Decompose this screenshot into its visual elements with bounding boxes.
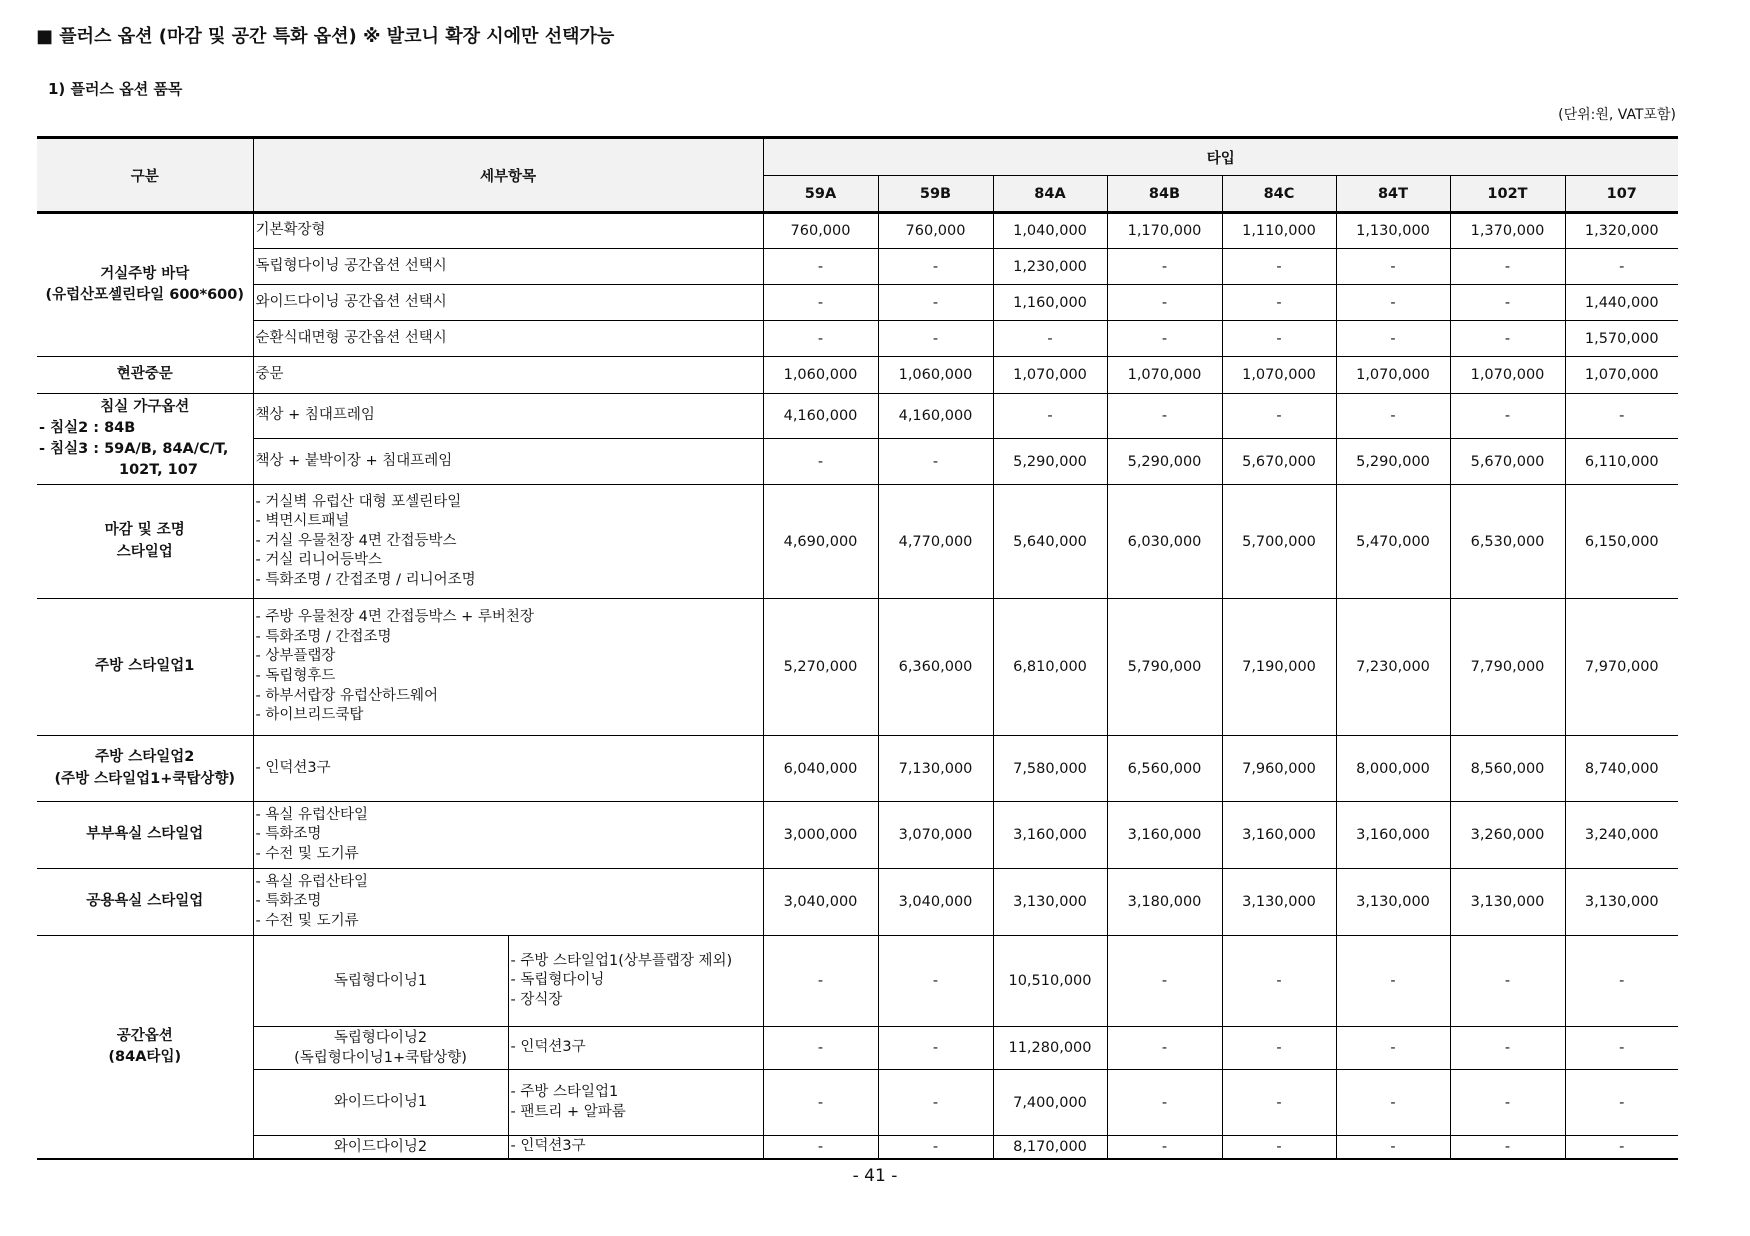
category-common-bath: 공용욕실 스타일업 bbox=[37, 869, 253, 936]
sub-item-cell bbox=[253, 1070, 508, 1136]
detail-line: - 인덕션3구 bbox=[255, 759, 331, 776]
price-cell: - bbox=[993, 394, 1107, 439]
table-row bbox=[37, 321, 1678, 357]
category-label-line: - 침실2 : 84B bbox=[39, 419, 136, 436]
price-cell: 7,790,000 bbox=[1450, 599, 1565, 736]
price-cell: 3,130,000 bbox=[1222, 869, 1336, 936]
header-detail: 세부항목 bbox=[253, 138, 763, 213]
price-cell: 5,470,000 bbox=[1336, 485, 1450, 599]
category-label-line: 거실주방 바닥 bbox=[100, 265, 190, 282]
price-cell: 5,290,000 bbox=[993, 439, 1107, 485]
price-cell: 11,280,000 bbox=[993, 1027, 1107, 1070]
price-cell: 3,240,000 bbox=[1565, 802, 1678, 869]
sub-item-line: 독립형다이닝1 bbox=[333, 972, 428, 989]
price-cell: - bbox=[1565, 249, 1678, 285]
price-cell: 7,970,000 bbox=[1565, 599, 1678, 736]
detail-cell bbox=[508, 1070, 763, 1136]
price-cell: - bbox=[878, 249, 993, 285]
detail-cell: 중문 bbox=[253, 357, 763, 394]
detail-line: - 장식장 bbox=[510, 991, 563, 1008]
detail-line: - 주방 우물천장 4면 간접등박스 + 루버천장 bbox=[255, 609, 534, 626]
price-cell: 1,060,000 bbox=[763, 357, 878, 394]
table-row bbox=[37, 1136, 1678, 1159]
price-cell: 4,160,000 bbox=[763, 394, 878, 439]
price-cell: - bbox=[1222, 1136, 1336, 1159]
table-row bbox=[37, 357, 1678, 394]
price-cell: 4,690,000 bbox=[763, 485, 878, 599]
detail-line: - 수전 및 도기류 bbox=[255, 912, 359, 929]
price-cell: - bbox=[1107, 249, 1222, 285]
category-label-line: 침실 가구옵션 bbox=[100, 398, 190, 415]
header-category: 구분 bbox=[37, 138, 253, 213]
price-cell: - bbox=[1336, 1070, 1450, 1136]
price-cell: 1,320,000 bbox=[1565, 213, 1678, 249]
price-cell: 8,740,000 bbox=[1565, 736, 1678, 802]
detail-line: - 특화조명 / 간접조명 bbox=[255, 628, 392, 645]
sub-item-cell bbox=[253, 1027, 508, 1070]
detail-line: - 상부플랩장 bbox=[255, 648, 336, 665]
price-cell: - bbox=[1450, 936, 1565, 1027]
page-number: - 41 - bbox=[852, 1166, 898, 1186]
table-row bbox=[37, 869, 1678, 936]
detail-line: - 팬트리 + 알파룸 bbox=[510, 1103, 626, 1120]
sub-item-line: (독립형다이닝1+쿡탑상향) bbox=[294, 1050, 467, 1066]
header-type: 84B bbox=[1107, 176, 1222, 213]
price-cell: 6,150,000 bbox=[1565, 485, 1678, 599]
price-cell: 7,230,000 bbox=[1336, 599, 1450, 736]
price-cell: 5,670,000 bbox=[1222, 439, 1336, 485]
category-floor bbox=[37, 213, 253, 357]
price-cell: 3,160,000 bbox=[1107, 802, 1222, 869]
price-cell: - bbox=[763, 321, 878, 357]
price-cell: - bbox=[1336, 285, 1450, 321]
price-cell: - bbox=[1107, 1136, 1222, 1159]
sub-heading: 1) 플러스 옵션 품목 bbox=[48, 80, 183, 98]
price-cell: 1,160,000 bbox=[993, 285, 1107, 321]
header-type: 102T bbox=[1450, 176, 1565, 213]
price-cell: 3,130,000 bbox=[1450, 869, 1565, 936]
price-cell: - bbox=[1222, 1027, 1336, 1070]
price-cell: 8,170,000 bbox=[993, 1136, 1107, 1159]
price-cell: - bbox=[1565, 1027, 1678, 1070]
price-cell: - bbox=[1107, 394, 1222, 439]
detail-line: - 욕실 유럽산타일 bbox=[255, 806, 368, 823]
price-cell: 6,530,000 bbox=[1450, 485, 1565, 599]
table-row bbox=[37, 1070, 1678, 1136]
category-bedroom bbox=[37, 394, 253, 485]
price-cell: 3,130,000 bbox=[993, 869, 1107, 936]
category-label-line: (주방 스타일업1+쿡탑상향) bbox=[54, 770, 236, 787]
category-finish bbox=[37, 485, 253, 599]
price-cell: - bbox=[1222, 936, 1336, 1027]
detail-line: - 거실 우물천장 4면 간접등박스 bbox=[255, 532, 457, 549]
detail-line: - 하부서랍장 유럽산하드웨어 bbox=[255, 687, 439, 704]
price-cell: 6,040,000 bbox=[763, 736, 878, 802]
category-space bbox=[37, 936, 253, 1159]
price-cell: - bbox=[878, 1070, 993, 1136]
price-cell: 5,270,000 bbox=[763, 599, 878, 736]
detail-line: - 특화조명 bbox=[255, 893, 322, 910]
price-cell: 3,130,000 bbox=[1336, 869, 1450, 936]
price-cell: - bbox=[878, 936, 993, 1027]
detail-line: - 인덕션3구 bbox=[510, 1137, 586, 1154]
price-cell: - bbox=[763, 285, 878, 321]
price-cell: - bbox=[1450, 285, 1565, 321]
table-row bbox=[37, 249, 1678, 285]
price-cell: 7,130,000 bbox=[878, 736, 993, 802]
detail-line: - 주방 스타일업1(상부플랩장 제외) bbox=[510, 952, 733, 969]
table-row bbox=[37, 485, 1678, 599]
price-cell: - bbox=[1222, 285, 1336, 321]
price-cell: - bbox=[1336, 1136, 1450, 1159]
price-cell: 760,000 bbox=[763, 213, 878, 249]
price-cell: 4,160,000 bbox=[878, 394, 993, 439]
detail-line: - 거실 리니어등박스 bbox=[255, 552, 383, 569]
category-kitchen-1: 주방 스타일업1 bbox=[37, 599, 253, 736]
price-cell: - bbox=[878, 439, 993, 485]
price-cell: - bbox=[1450, 1070, 1565, 1136]
price-cell: 5,290,000 bbox=[1107, 439, 1222, 485]
category-label-line: 스타일업 bbox=[116, 543, 173, 560]
price-cell: - bbox=[1565, 936, 1678, 1027]
price-cell: - bbox=[1565, 1070, 1678, 1136]
price-cell: 1,570,000 bbox=[1565, 321, 1678, 357]
price-cell: 1,060,000 bbox=[878, 357, 993, 394]
price-cell: 3,180,000 bbox=[1107, 869, 1222, 936]
header-type-group: 타입 bbox=[763, 138, 1678, 176]
price-cell: - bbox=[1336, 394, 1450, 439]
price-cell: 5,700,000 bbox=[1222, 485, 1336, 599]
price-cell: 6,110,000 bbox=[1565, 439, 1678, 485]
price-cell: 3,260,000 bbox=[1450, 802, 1565, 869]
price-cell: 3,040,000 bbox=[763, 869, 878, 936]
category-label-line: 102T, 107 bbox=[119, 462, 198, 479]
price-cell: 5,790,000 bbox=[1107, 599, 1222, 736]
price-cell: - bbox=[1107, 1070, 1222, 1136]
price-cell: 4,770,000 bbox=[878, 485, 993, 599]
price-cell: - bbox=[763, 1027, 878, 1070]
table-row bbox=[37, 936, 1678, 1027]
price-cell: - bbox=[1222, 249, 1336, 285]
header-type: 59B bbox=[878, 176, 993, 213]
price-cell: - bbox=[763, 249, 878, 285]
unit-note: (단위:원, VAT포함) bbox=[1558, 107, 1676, 123]
detail-cell: 순환식대면형 공간옵션 선택시 bbox=[253, 321, 763, 357]
price-cell: - bbox=[1450, 1136, 1565, 1159]
table-row bbox=[37, 599, 1678, 736]
detail-cell bbox=[508, 1027, 763, 1070]
price-cell: - bbox=[1565, 1136, 1678, 1159]
price-cell: - bbox=[878, 1027, 993, 1070]
price-cell: 7,190,000 bbox=[1222, 599, 1336, 736]
price-cell: 1,070,000 bbox=[1107, 357, 1222, 394]
detail-line: - 욕실 유럽산타일 bbox=[255, 873, 368, 890]
price-cell: - bbox=[1450, 1027, 1565, 1070]
table-row bbox=[37, 213, 1678, 249]
sub-item-line: 와이드다이닝1 bbox=[333, 1094, 428, 1111]
table-row bbox=[37, 802, 1678, 869]
price-cell: - bbox=[1336, 1027, 1450, 1070]
price-cell: 1,130,000 bbox=[1336, 213, 1450, 249]
table-row bbox=[37, 1027, 1678, 1070]
detail-cell: 독립형다이닝 공간옵션 선택시 bbox=[253, 249, 763, 285]
detail-line: - 벽면시트패널 bbox=[255, 513, 350, 530]
category-kitchen-2 bbox=[37, 736, 253, 802]
section-heading: ■ 플러스 옵션 (마감 및 공간 특화 옵션) ※ 발코니 확장 시에만 선택가능 bbox=[36, 26, 615, 47]
price-cell: 7,960,000 bbox=[1222, 736, 1336, 802]
category-label-line: (84A타입) bbox=[108, 1048, 182, 1065]
price-cell: - bbox=[878, 321, 993, 357]
detail-cell bbox=[253, 485, 763, 599]
detail-cell bbox=[253, 736, 763, 802]
price-cell: 5,290,000 bbox=[1336, 439, 1450, 485]
price-cell: 3,160,000 bbox=[1336, 802, 1450, 869]
detail-cell: 와이드다이닝 공간옵션 선택시 bbox=[253, 285, 763, 321]
sub-item-cell bbox=[253, 1136, 508, 1159]
price-cell: - bbox=[1450, 321, 1565, 357]
price-cell: 6,810,000 bbox=[993, 599, 1107, 736]
price-cell: 10,510,000 bbox=[993, 936, 1107, 1027]
price-cell: - bbox=[878, 285, 993, 321]
price-cell: 1,070,000 bbox=[993, 357, 1107, 394]
price-cell: 8,560,000 bbox=[1450, 736, 1565, 802]
price-cell: - bbox=[763, 1070, 878, 1136]
detail-line: - 특화조명 bbox=[255, 826, 322, 843]
price-cell: 3,070,000 bbox=[878, 802, 993, 869]
category-label-line: 공간옵션 bbox=[116, 1027, 173, 1044]
price-cell: 1,040,000 bbox=[993, 213, 1107, 249]
detail-cell bbox=[253, 599, 763, 736]
price-cell: - bbox=[1107, 936, 1222, 1027]
header-type: 107 bbox=[1565, 176, 1678, 213]
category-master-bath: 부부욕실 스타일업 bbox=[37, 802, 253, 869]
price-cell: - bbox=[1107, 321, 1222, 357]
detail-line: - 주방 스타일업1 bbox=[510, 1083, 619, 1100]
price-cell: 1,170,000 bbox=[1107, 213, 1222, 249]
category-label-line: - 침실3 : 59A/B, 84A/C/T, bbox=[39, 441, 229, 457]
price-cell: 1,370,000 bbox=[1450, 213, 1565, 249]
category-door: 현관중문 bbox=[37, 357, 253, 394]
detail-cell bbox=[508, 1136, 763, 1159]
price-cell: 6,030,000 bbox=[1107, 485, 1222, 599]
price-cell: 1,070,000 bbox=[1222, 357, 1336, 394]
price-cell: 1,440,000 bbox=[1565, 285, 1678, 321]
table-row bbox=[37, 736, 1678, 802]
detail-line: - 특화조명 / 간접조명 / 리니어조명 bbox=[255, 571, 476, 588]
header-row-1 bbox=[37, 138, 1678, 176]
price-cell: - bbox=[1107, 285, 1222, 321]
price-cell: - bbox=[1222, 1070, 1336, 1136]
price-cell: 3,000,000 bbox=[763, 802, 878, 869]
price-cell: 8,000,000 bbox=[1336, 736, 1450, 802]
price-cell: 1,070,000 bbox=[1565, 357, 1678, 394]
detail-line: - 하이브리드쿡탑 bbox=[255, 707, 364, 724]
price-cell: - bbox=[763, 439, 878, 485]
detail-cell bbox=[508, 936, 763, 1027]
price-cell: - bbox=[763, 1136, 878, 1159]
detail-line: - 독립형다이닝 bbox=[510, 972, 605, 989]
price-cell: 3,040,000 bbox=[878, 869, 993, 936]
price-cell: - bbox=[1336, 321, 1450, 357]
table-row bbox=[37, 394, 1678, 439]
table-row bbox=[37, 439, 1678, 485]
price-cell: 1,110,000 bbox=[1222, 213, 1336, 249]
price-cell: 3,160,000 bbox=[993, 802, 1107, 869]
category-label-line: 주방 스타일업2 bbox=[95, 749, 195, 766]
plus-option-table bbox=[37, 136, 1678, 1160]
detail-line: - 독립형후드 bbox=[255, 668, 336, 684]
price-cell: 6,560,000 bbox=[1107, 736, 1222, 802]
detail-line: - 거실벽 유럽산 대형 포셀린타일 bbox=[255, 493, 462, 510]
price-cell: - bbox=[1222, 394, 1336, 439]
price-cell: - bbox=[1450, 394, 1565, 439]
price-cell: 760,000 bbox=[878, 213, 993, 249]
detail-line: - 수전 및 도기류 bbox=[255, 845, 359, 862]
table-row bbox=[37, 285, 1678, 321]
header-type: 84A bbox=[993, 176, 1107, 213]
header-type: 84C bbox=[1222, 176, 1336, 213]
price-cell: 5,640,000 bbox=[993, 485, 1107, 599]
detail-cell: 책상 + 침대프레임 bbox=[253, 394, 763, 439]
sub-item-line: 와이드다이닝2 bbox=[333, 1138, 428, 1155]
price-cell: 6,360,000 bbox=[878, 599, 993, 736]
detail-cell: 책상 + 붙박이장 + 침대프레임 bbox=[253, 439, 763, 485]
detail-cell bbox=[253, 802, 763, 869]
price-cell: 5,670,000 bbox=[1450, 439, 1565, 485]
price-cell: 1,070,000 bbox=[1336, 357, 1450, 394]
price-cell: - bbox=[1336, 936, 1450, 1027]
price-cell: - bbox=[1336, 249, 1450, 285]
price-cell: - bbox=[878, 1136, 993, 1159]
sub-item-cell bbox=[253, 936, 508, 1027]
category-label-line: (유럽산포셀린타일 600*600) bbox=[45, 287, 244, 303]
sub-item-line: 독립형다이닝2 bbox=[333, 1029, 428, 1046]
detail-line: - 인덕션3구 bbox=[510, 1039, 586, 1056]
category-label-line: 마감 및 조명 bbox=[104, 522, 185, 539]
price-cell: 7,580,000 bbox=[993, 736, 1107, 802]
detail-cell bbox=[253, 869, 763, 936]
header-type: 84T bbox=[1336, 176, 1450, 213]
price-cell: 3,160,000 bbox=[1222, 802, 1336, 869]
price-cell: - bbox=[763, 936, 878, 1027]
price-cell: 1,230,000 bbox=[993, 249, 1107, 285]
price-cell: 7,400,000 bbox=[993, 1070, 1107, 1136]
price-cell: - bbox=[1450, 249, 1565, 285]
price-cell: - bbox=[1222, 321, 1336, 357]
price-cell: - bbox=[1107, 1027, 1222, 1070]
price-cell: - bbox=[1565, 394, 1678, 439]
price-cell: - bbox=[993, 321, 1107, 357]
price-cell: 3,130,000 bbox=[1565, 869, 1678, 936]
detail-cell: 기본확장형 bbox=[253, 213, 763, 249]
price-cell: 1,070,000 bbox=[1450, 357, 1565, 394]
header-type: 59A bbox=[763, 176, 878, 213]
